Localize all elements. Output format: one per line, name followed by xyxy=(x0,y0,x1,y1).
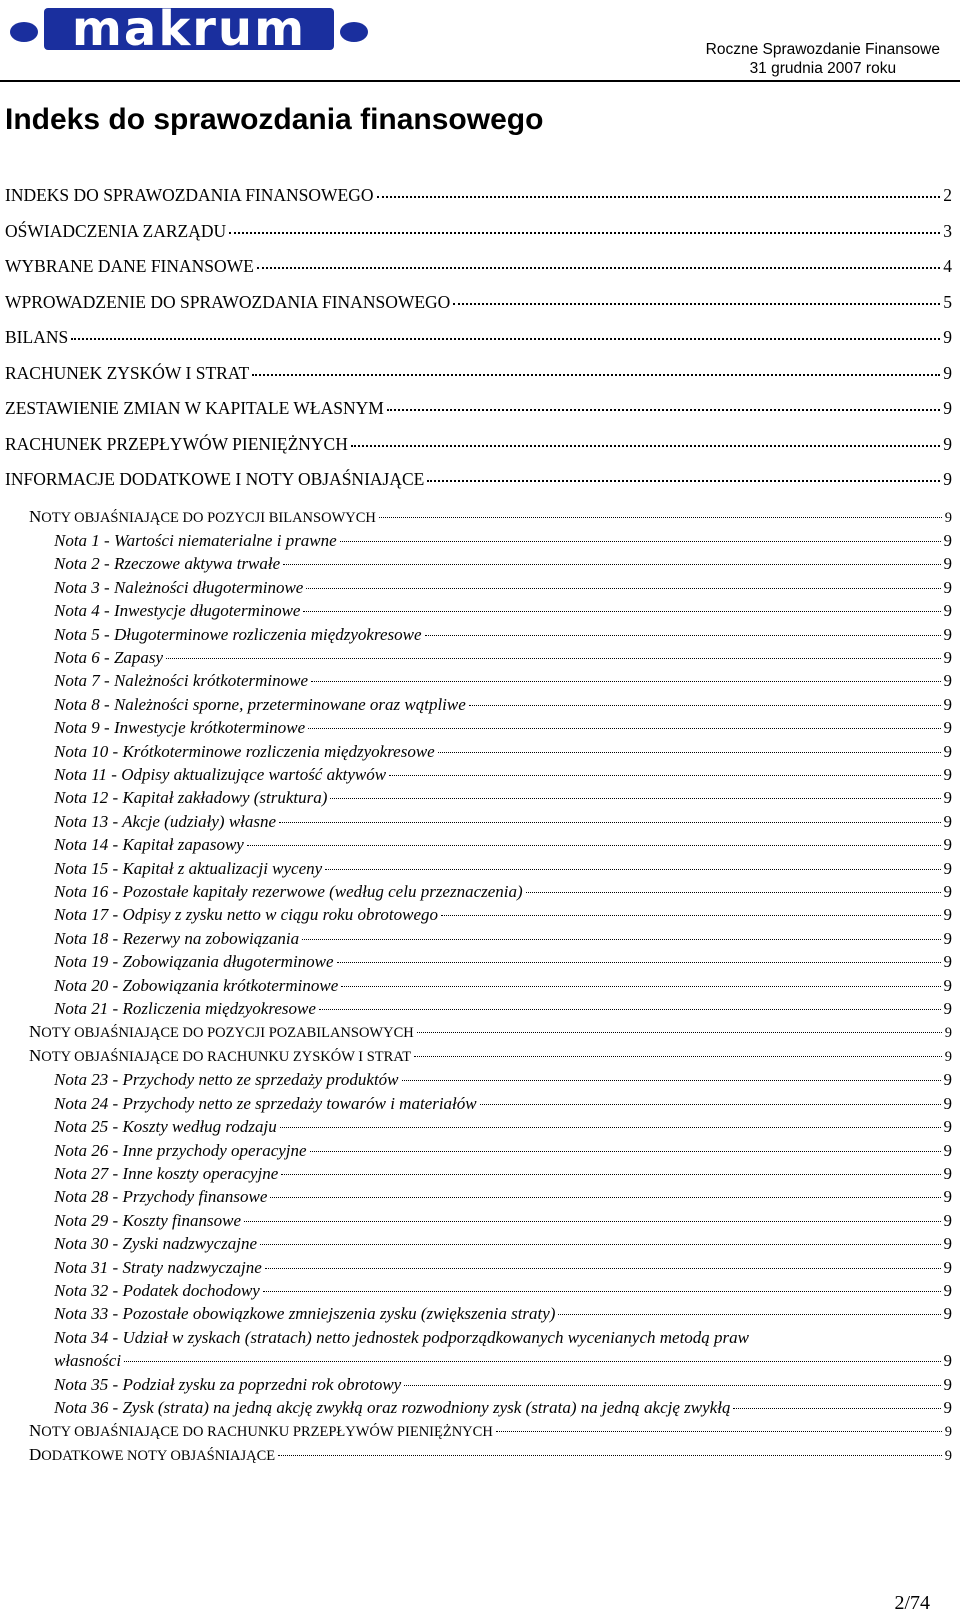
small-caps-initial: N xyxy=(29,507,42,526)
toc-entry-label: Nota 30 - Zyski nadzwyczajne xyxy=(54,1234,258,1254)
toc-entry[interactable] xyxy=(0,462,960,497)
toc-page-number: 9 xyxy=(943,811,952,831)
toc-entry-label: Nota 14 - Kapitał zapasowy xyxy=(54,835,244,855)
toc-entry-label: Nota 12 - Kapitał zakładowy (struktura) xyxy=(54,788,328,808)
toc-page-number: 9 xyxy=(943,1164,952,1183)
toc-note[interactable] xyxy=(0,1139,960,1162)
toc-note[interactable] xyxy=(0,623,960,646)
toc-entry-label: własności xyxy=(54,1351,122,1371)
toc-section[interactable] xyxy=(0,1044,960,1069)
toc-entry-label: Nota 17 - Odpisy z zysku netto w ciągu roku obrotowego xyxy=(54,905,439,925)
dot-leader xyxy=(302,939,940,940)
toc-entry-label: Nota 13 - Akcje (udziały) własne xyxy=(54,811,277,831)
toc-note[interactable] xyxy=(0,763,960,786)
dot-leader xyxy=(453,303,940,305)
dot-leader xyxy=(558,1314,940,1315)
toc-page-number: 9 xyxy=(943,327,952,347)
dot-leader xyxy=(337,962,941,963)
toc-page-number: 9 xyxy=(943,835,952,855)
toc-page-number: 9 xyxy=(943,1093,952,1113)
toc-page-number: 5 xyxy=(943,291,952,312)
dot-leader xyxy=(404,1385,940,1386)
toc-entry-label: Nota 3 - Należności długoterminowe xyxy=(54,577,304,597)
toc-page-number: 9 xyxy=(943,1140,952,1160)
toc-page-number: 9 xyxy=(943,1117,952,1137)
toc-entry-label xyxy=(29,1020,414,1045)
toc-note[interactable] xyxy=(0,740,960,763)
dot-leader xyxy=(280,1127,941,1128)
toc-entry-label: Nota 11 - Odpisy aktualizujące wartość aktywów xyxy=(54,765,387,784)
toc-page-number: 9 xyxy=(943,999,952,1018)
toc-entry-label: Nota 20 - Zobowiązania krótkoterminowe xyxy=(54,975,339,995)
dot-leader xyxy=(252,374,940,376)
toc-entry-label: Nota 23 - Przychody netto ze sprzedaży produktów xyxy=(54,1070,399,1090)
dot-leader xyxy=(469,705,941,706)
dot-leader xyxy=(306,588,940,589)
toc-entry-label: Nota 21 - Rozliczenia międzyokresowe xyxy=(54,999,316,1018)
toc-page-number: 2 xyxy=(943,185,952,205)
toc-page-number: 9 xyxy=(943,1304,952,1324)
toc-page-number: 9 xyxy=(943,694,952,714)
toc-entry-label: Nota 5 - Długoterminowe rozliczenia międzyokresowe xyxy=(54,624,422,644)
dot-leader xyxy=(351,445,940,447)
toc-page-number: 9 xyxy=(944,1049,952,1066)
toc-entry-label: Nota 8 - Należności sporne, przeterminowane oraz wątpliwe xyxy=(54,694,466,714)
toc-page-number: 9 xyxy=(943,882,952,901)
dot-leader xyxy=(278,1455,942,1456)
toc-entry-label: Nota 31 - Straty nadzwyczajne xyxy=(54,1257,262,1277)
toc-note[interactable] xyxy=(0,599,960,622)
toc-entry-label xyxy=(29,505,376,530)
toc-page-number: 4 xyxy=(943,256,952,276)
toc-entry-label: ZESTAWIENIE ZMIAN W KAPITALE WŁASNYM xyxy=(5,398,384,418)
dot-leader xyxy=(379,517,942,518)
page-title: Indeks do sprawozdania finansowego xyxy=(5,103,544,136)
dot-leader xyxy=(283,564,940,565)
toc-page-number: 9 xyxy=(943,928,952,948)
toc-page-number: 9 xyxy=(944,1424,952,1441)
toc-note[interactable] xyxy=(0,669,960,692)
dot-leader xyxy=(414,1056,942,1057)
dot-leader xyxy=(71,338,940,340)
dot-leader xyxy=(389,775,940,776)
toc-entry[interactable] xyxy=(0,178,960,213)
dot-leader xyxy=(330,798,940,799)
toc-page-number: 9 xyxy=(944,510,952,526)
toc-note[interactable] xyxy=(0,1092,960,1115)
toc-page-number: 9 xyxy=(943,577,952,597)
dot-leader xyxy=(425,635,941,636)
toc-note[interactable] xyxy=(0,786,960,809)
toc-entry-label: Nota 7 - Należności krótkoterminowe xyxy=(54,671,309,691)
dot-leader xyxy=(319,1009,941,1010)
toc-entry-label: OŚWIADCZENIA ZARZĄDU xyxy=(5,220,227,241)
small-caps-rest: ODATKOWE NOTY OBJAŚNIAJĄCE xyxy=(41,1448,276,1465)
toc-page-number: 9 xyxy=(943,858,952,878)
toc-note[interactable] xyxy=(0,903,960,926)
toc-entry-label: Nota 29 - Koszty finansowe xyxy=(54,1210,242,1230)
svg-text:makrum: makrum xyxy=(71,2,307,54)
toc-entry-label: Nota 35 - Podział zysku za poprzedni rok obrotowy xyxy=(54,1374,402,1394)
toc-page-number: 9 xyxy=(943,1210,952,1230)
toc-note[interactable] xyxy=(0,1162,960,1185)
dot-leader xyxy=(480,1104,941,1105)
dot-leader xyxy=(265,1268,941,1269)
dot-leader xyxy=(387,409,940,411)
toc-note[interactable] xyxy=(0,1185,960,1208)
dot-leader xyxy=(341,986,940,987)
toc-entry-label: Nota 36 - Zysk (strata) na jedną akcję zwykłą oraz rozwodniony zysk (strata) na jedną akcję zwykłą xyxy=(54,1398,731,1417)
toc-entry-label: Nota 2 - Rzeczowe aktywa trwałe xyxy=(54,554,281,574)
toc-entry-label: Nota 6 - Zapasy xyxy=(54,648,164,667)
toc-note[interactable] xyxy=(0,1232,960,1255)
toc-entry-label: BILANS xyxy=(5,327,69,347)
toc-note[interactable] xyxy=(0,1115,960,1138)
toc-entry-label: INDEKS DO SPRAWOZDANIA FINANSOWEGO xyxy=(5,185,374,205)
toc-page-number: 9 xyxy=(943,788,952,808)
toc-entry-label: Nota 27 - Inne koszty operacyjne xyxy=(54,1164,279,1183)
toc-entry-label: Nota 15 - Kapitał z aktualizacji wyceny xyxy=(54,858,323,878)
toc-note[interactable] xyxy=(0,552,960,575)
toc-page-number: 9 xyxy=(943,531,952,550)
toc-page-number: 9 xyxy=(943,765,952,784)
header-divider xyxy=(0,80,960,82)
toc-entry-label: Nota 28 - Przychody finansowe xyxy=(54,1187,268,1207)
toc-section[interactable] xyxy=(0,505,960,530)
toc-note[interactable] xyxy=(0,833,960,856)
dot-leader xyxy=(166,658,940,659)
toc-note[interactable] xyxy=(0,1068,960,1091)
toc-note[interactable] xyxy=(0,810,960,833)
toc-page-number: 9 xyxy=(943,1187,952,1207)
toc-section[interactable] xyxy=(0,1419,960,1444)
dot-leader xyxy=(260,1244,940,1245)
small-caps-rest: OTY OBJAŚNIAJĄCE DO POZYCJI BILANSOWYCH xyxy=(41,510,376,526)
toc-page-number: 9 xyxy=(943,648,952,667)
toc-page-number: 9 xyxy=(943,905,952,925)
toc-entry-label: Nota 18 - Rezerwy na zobowiązania xyxy=(54,928,300,948)
toc-page-number: 9 xyxy=(943,624,952,644)
toc-page-number: 9 xyxy=(943,398,952,418)
dot-leader xyxy=(417,1032,942,1033)
toc-note[interactable] xyxy=(0,693,960,716)
toc-entry-label: INFORMACJE DODATKOWE I NOTY OBJAŚNIAJĄCE xyxy=(5,469,425,489)
dot-leader xyxy=(496,1431,942,1432)
toc-page-number: 9 xyxy=(943,975,952,995)
toc-page-number: 9 xyxy=(944,1025,952,1042)
small-caps-initial: D xyxy=(29,1445,42,1465)
page-number: 2/74 xyxy=(894,1592,930,1614)
toc-note[interactable] xyxy=(0,857,960,880)
toc-note[interactable] xyxy=(0,646,960,669)
toc-page-number: 9 xyxy=(943,1398,952,1417)
toc-entry-label xyxy=(29,1443,275,1468)
toc-entry-label: Nota 1 - Wartości niematerialne i prawne xyxy=(54,531,337,550)
dot-leader xyxy=(303,611,940,612)
toc-entry-label: RACHUNEK PRZEPŁYWÓW PIENIĘŻNYCH xyxy=(5,433,348,454)
toc-entry-label: WPROWADZENIE DO SPRAWOZDANIA FINANSOWEGO xyxy=(5,291,451,312)
dot-leader xyxy=(263,1291,941,1292)
toc-entry[interactable] xyxy=(0,356,960,391)
toc-page-number: 9 xyxy=(943,671,952,691)
toc-page-number: 9 xyxy=(943,741,952,761)
report-title xyxy=(706,40,940,78)
dot-leader xyxy=(244,1221,940,1222)
toc-note[interactable] xyxy=(0,576,960,599)
small-caps-rest: OTY OBJAŚNIAJĄCE DO RACHUNKU ZYSKÓW I STRAT xyxy=(41,1049,412,1066)
dot-leader xyxy=(733,1408,940,1409)
toc-entry-label: WYBRANE DANE FINANSOWE xyxy=(5,256,254,276)
toc-page-number: 9 xyxy=(943,1257,952,1277)
dot-leader xyxy=(438,752,941,753)
dot-leader xyxy=(526,892,941,893)
dot-leader xyxy=(308,728,940,729)
toc-note[interactable] xyxy=(0,927,960,950)
toc-page-number: 9 xyxy=(943,1234,952,1254)
toc-entry[interactable] xyxy=(0,249,960,284)
dot-leader xyxy=(325,869,940,870)
makrum-logo xyxy=(6,2,372,54)
toc-page-number: 9 xyxy=(943,469,952,489)
toc-entry[interactable] xyxy=(0,427,960,462)
dot-leader xyxy=(281,1174,940,1175)
dot-leader xyxy=(377,196,941,198)
toc-entry-label: Nota 24 - Przychody netto ze sprzedaży towarów i materiałów xyxy=(54,1093,477,1113)
toc-page-number: 9 xyxy=(943,1281,952,1300)
dot-leader xyxy=(124,1361,940,1362)
toc-page-number: 9 xyxy=(943,433,952,454)
toc-note[interactable] xyxy=(0,1396,960,1419)
toc-note[interactable] xyxy=(0,997,960,1020)
toc-entry-label: RACHUNEK ZYSKÓW I STRAT xyxy=(5,362,250,383)
toc-page-number: 9 xyxy=(943,601,952,621)
toc-note[interactable] xyxy=(0,716,960,739)
dot-leader xyxy=(427,480,940,482)
toc-page-number: 9 xyxy=(943,362,952,383)
report-title-line1: Roczne Sprawozdanie Finansowe xyxy=(705,41,940,58)
toc-entry[interactable] xyxy=(0,391,960,426)
small-caps-rest: OTY OBJAŚNIAJĄCE DO RACHUNKU PRZEPŁYWÓW PIENIĘŻNYCH xyxy=(41,1424,493,1441)
dot-leader xyxy=(340,541,941,542)
toc-page-number: 9 xyxy=(943,1070,952,1090)
dot-leader xyxy=(270,1197,940,1198)
page-header xyxy=(0,0,960,84)
report-title-line2: 31 grudnia 2007 roku xyxy=(749,60,897,77)
dot-leader xyxy=(229,232,940,234)
toc-note[interactable] xyxy=(0,1302,960,1325)
toc-section[interactable] xyxy=(0,1443,960,1468)
toc-page-number: 9 xyxy=(943,1374,952,1394)
dot-leader xyxy=(311,681,940,682)
toc-note[interactable] xyxy=(0,1279,960,1302)
toc-page-number: 3 xyxy=(943,220,952,241)
toc-page-number: 9 xyxy=(943,1351,952,1371)
toc-page-number: 9 xyxy=(943,952,952,972)
toc-entry-label: Nota 25 - Koszty według rodzaju xyxy=(54,1117,277,1137)
small-caps-initial: N xyxy=(29,1046,42,1066)
toc-note-line1[interactable]: Nota 34 - Udział w zyskach (stratach) netto jednostek podporządkowanych wycenianych metodą praw xyxy=(54,1327,749,1347)
toc-note[interactable] xyxy=(0,880,960,903)
toc-entry-label: Nota 9 - Inwestycje krótkoterminowe xyxy=(54,718,306,738)
toc-entry-label: Nota 10 - Krótkoterminowe rozliczenia międzyokresowe xyxy=(54,741,435,761)
toc-entry[interactable] xyxy=(0,214,960,249)
small-caps-initial: N xyxy=(29,1022,42,1042)
toc-entry-label xyxy=(29,1044,411,1069)
toc-page-number: 9 xyxy=(943,718,952,738)
toc-entry-label: Nota 16 - Pozostałe kapitały rezerwowe (według celu przeznaczenia) xyxy=(54,882,523,901)
toc-note[interactable] xyxy=(0,1256,960,1279)
dot-leader xyxy=(279,822,940,823)
toc-note[interactable] xyxy=(0,950,960,973)
toc-page-number: 9 xyxy=(944,1448,952,1465)
toc-entry[interactable] xyxy=(0,320,960,355)
toc-note[interactable] xyxy=(0,1373,960,1396)
small-caps-rest: OTY OBJAŚNIAJĄCE DO POZYCJI POZABILANSOWYCH xyxy=(41,1025,414,1042)
toc-section[interactable] xyxy=(0,1020,960,1045)
toc-note[interactable] xyxy=(0,1349,960,1372)
toc-note[interactable] xyxy=(0,1209,960,1232)
dot-leader xyxy=(257,267,940,269)
toc-entry-label: Nota 19 - Zobowiązania długoterminowe xyxy=(54,952,334,972)
toc-note[interactable] xyxy=(0,529,960,552)
dot-leader xyxy=(247,845,941,846)
toc-page-number: 9 xyxy=(943,554,952,574)
small-caps-initial: N xyxy=(29,1421,42,1441)
toc-entry-label: Nota 33 - Pozostałe obowiązkowe zmniejszenia zysku (zwiększenia straty) xyxy=(54,1304,556,1324)
toc-entry-label xyxy=(29,1419,493,1444)
dot-leader xyxy=(402,1080,941,1081)
toc-entry[interactable] xyxy=(0,285,960,320)
toc-entry-label: Nota 32 - Podatek dochodowy xyxy=(54,1281,260,1300)
dot-leader xyxy=(441,915,940,916)
toc-entry-label: Nota 26 - Inne przychody operacyjne xyxy=(54,1140,307,1160)
toc-note[interactable] xyxy=(0,974,960,997)
toc-entry-label: Nota 4 - Inwestycje długoterminowe xyxy=(54,601,301,621)
dot-leader xyxy=(310,1151,941,1152)
